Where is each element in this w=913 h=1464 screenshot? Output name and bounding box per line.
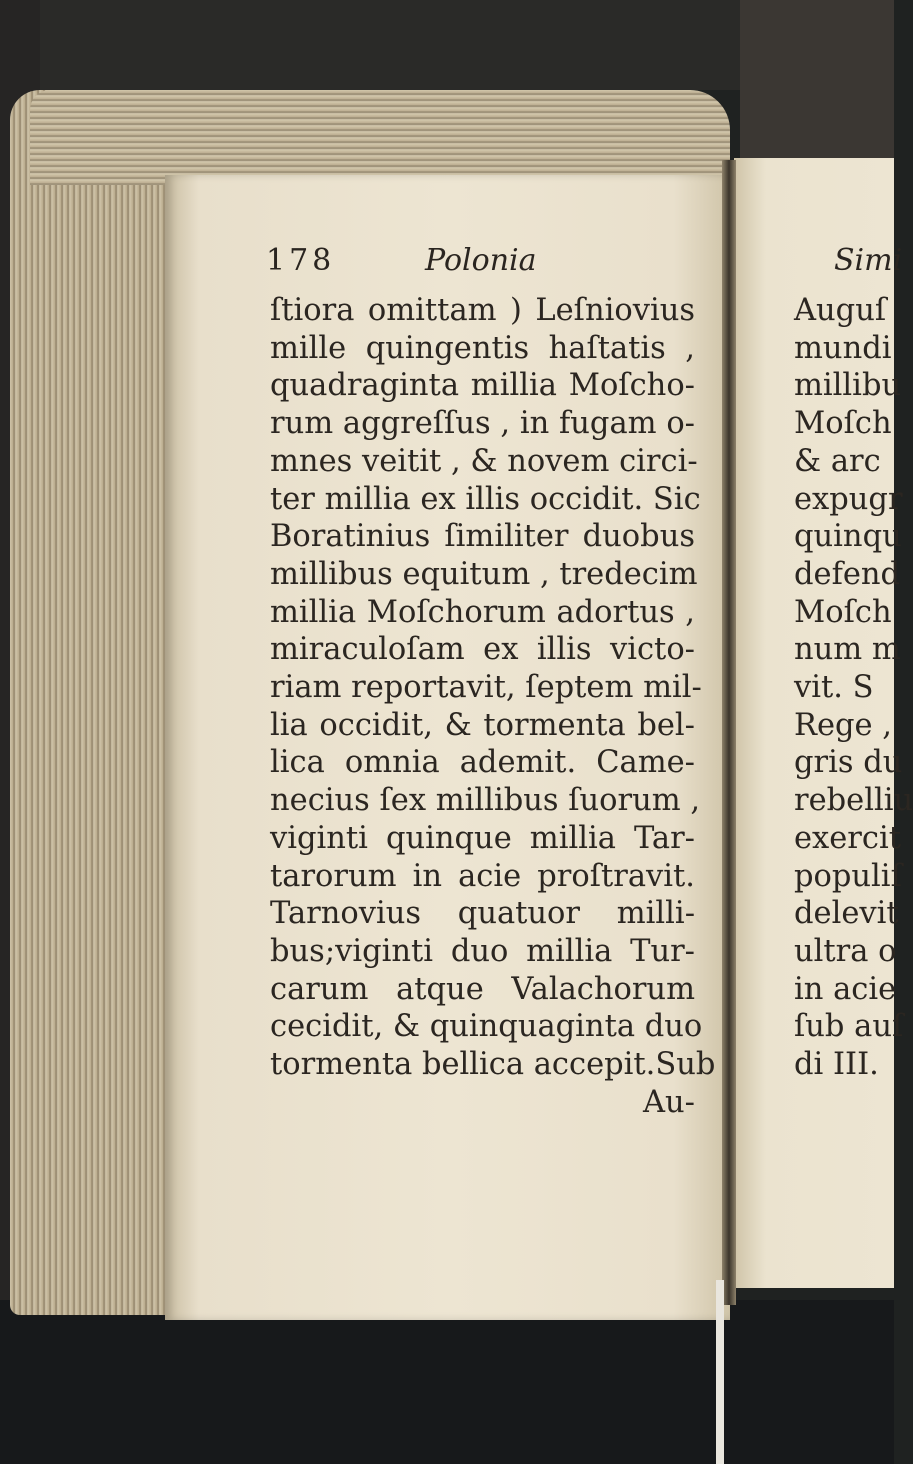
text-line: millia Moſchorum adortus ,	[270, 594, 695, 630]
text-line: num m	[794, 632, 901, 668]
left-page-text	[270, 292, 716, 1121]
text-line: rebelliu	[794, 783, 913, 819]
text-line: mundi	[794, 330, 892, 366]
text-line: quadraginta millia Moſcho-	[270, 368, 695, 404]
running-title-left: Polonia	[425, 243, 537, 278]
text-line: miraculoſam ex illis victo-	[270, 632, 695, 668]
text-line: carum atque Valachorum	[270, 971, 695, 1007]
text-line: & arc	[794, 443, 881, 479]
text-line: necius ſex millibus ſuorum ,	[270, 783, 701, 819]
text-line: ſtiora omittam ) Leſniovius	[270, 293, 695, 328]
text-line: riam reportavit, ſeptem mil-	[270, 670, 702, 706]
text-line: Moſch	[794, 406, 892, 442]
text-line: delevit	[794, 896, 899, 932]
text-line: millibus equitum , tredecim	[270, 556, 698, 592]
text-line: populiſ	[794, 858, 902, 894]
text-line: Tarnovius quatuor milli-	[270, 896, 695, 932]
text-line: rum aggreſſus , in fugam o-	[270, 406, 695, 442]
text-line: mnes veitit , & novem circi-	[270, 443, 698, 479]
text-line: Moſch	[794, 594, 892, 630]
book-top-edges	[30, 90, 730, 185]
text-line: defend	[794, 556, 901, 592]
text-line: gris du	[794, 745, 903, 781]
text-line: ter millia ex illis occidit. Sic	[270, 481, 701, 517]
text-line: mille quingentis haſtatis ,	[270, 330, 695, 366]
text-line: lia occidit, & tormenta bel-	[270, 707, 695, 743]
text-line: ſub auſ	[794, 1009, 904, 1045]
text-line: Boratinius ſimiliter duobus	[270, 519, 695, 555]
right-page-text	[794, 292, 913, 1084]
running-title-right: Simi	[834, 243, 903, 278]
text-line: ultra o	[794, 933, 897, 969]
text-line: lica omnia ademit. Came-	[270, 745, 695, 781]
catchword: Au-	[643, 1084, 695, 1120]
text-line: Rege ,	[794, 707, 892, 743]
text-line: quinqu	[794, 519, 902, 555]
background-bottom	[0, 1300, 894, 1464]
text-line: exercit	[794, 820, 901, 856]
text-line: vit. S	[794, 670, 874, 706]
right-page-clip	[734, 158, 913, 1288]
text-line: millibu	[794, 368, 902, 404]
text-line: tormenta bellica accepit.Sub	[270, 1047, 716, 1083]
text-line: bus;viginti duo millia Tur-	[270, 933, 695, 969]
text-line: viginti quinque millia Tar-	[270, 820, 695, 856]
text-line: tarorum in acie proſtravit.	[270, 858, 695, 894]
text-line: di III.	[794, 1047, 879, 1083]
page-number: 178	[266, 243, 336, 278]
text-line: cecidit, & quinquaginta duo	[270, 1009, 703, 1045]
background-object	[740, 0, 894, 160]
paper-strip	[716, 1280, 724, 1464]
text-line: Auguſ	[794, 293, 887, 328]
text-line: in acie	[794, 971, 897, 1007]
text-line: expugr	[794, 481, 903, 517]
